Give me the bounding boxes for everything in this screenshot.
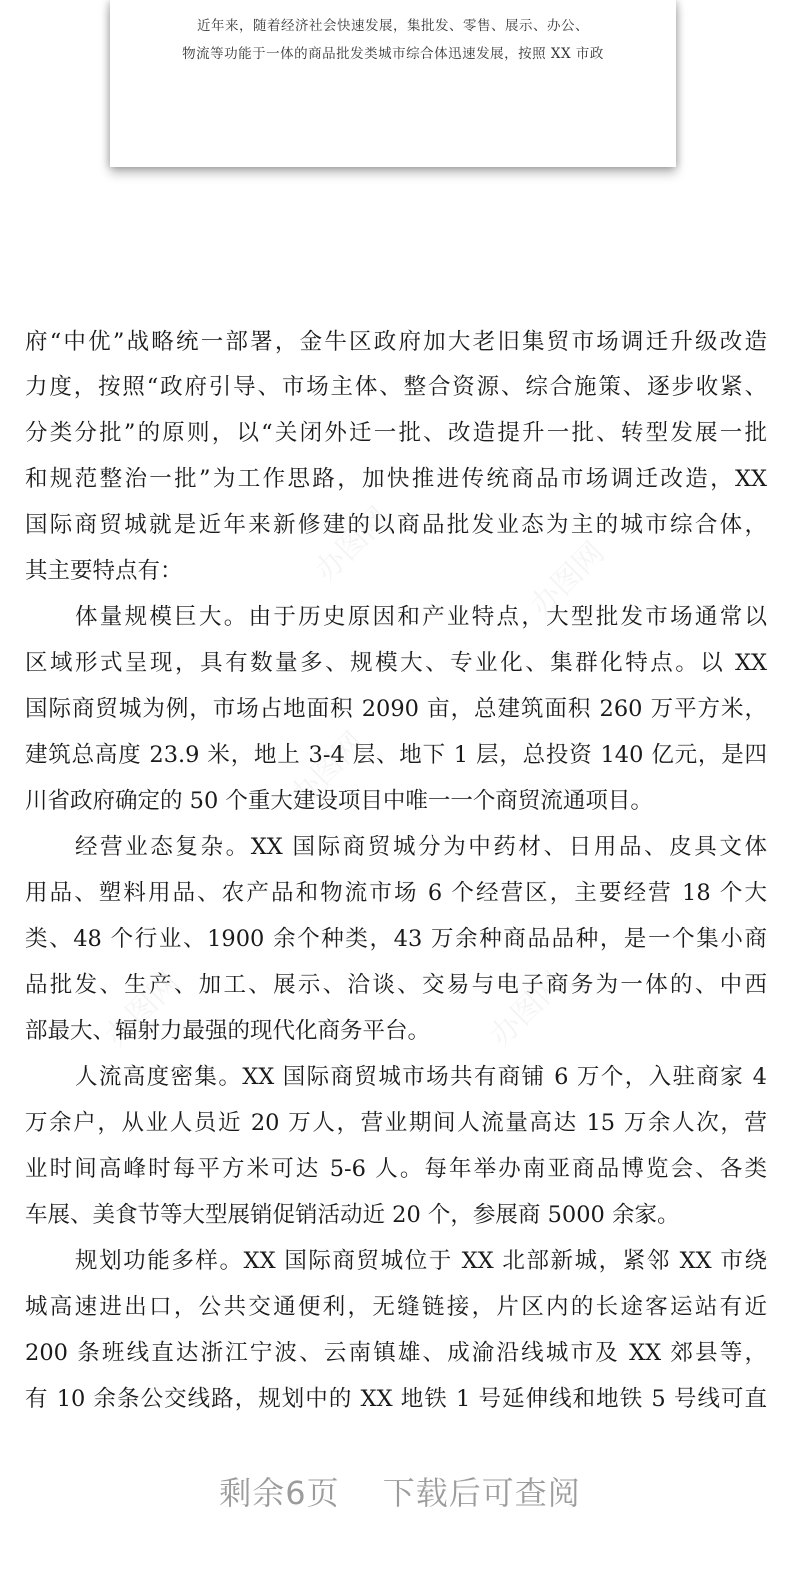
text-line: 类、48 个行业、1900 余个种类，43 万余种商品品种，是一个集小商 [25,926,767,952]
text-line: 经营业态复杂。XX 国际商贸城分为中药材、日用品、皮具文体 [75,834,767,860]
text-line: 200 条班线直达浙江宁波、云南镇雄、成渝沿线城市及 XX 郊县等， [25,1340,767,1366]
text-line: 部最大、辐射力最强的现代化商务平台。 [25,1018,431,1044]
text-line: 品批发、生产、加工、展示、洽谈、交易与电子商务为一体的、中西 [25,972,767,998]
remaining-pages-label: 剩余6页 [219,1474,340,1512]
text-line: 用品、塑料用品、农产品和物流市场 6 个经营区，主要经营 18 个大 [25,880,767,906]
text-line: 车展、美食节等大型展销促销活动近 20 个，参展商 5000 余家。 [25,1202,680,1228]
text-line: 城高速进出口，公共交通便利，无缝链接，片区内的长途客运站有近 [25,1294,767,1320]
text-line: 区域形式呈现，具有数量多、规模大、专业化、集群化特点。以 XX [25,650,767,676]
previous-page-card [110,0,676,167]
text-line: 建筑总高度 23.9 米，地上 3-4 层、地下 1 层，总投资 140 亿元，是四 [25,742,767,768]
download-prompt[interactable] [0,1468,800,1514]
text-line: 府“中优”战略统一部署，金牛区政府加大老旧集贸市场调迁升级改造 [25,329,767,355]
text-line: 和规范整治一批”为工作思路，加快推进传统商品市场调迁改造，XX [25,466,767,492]
text-line: 分类分批”的原则，以“关闭外迁一批、改造提升一批、转型发展一批 [25,420,767,446]
text-line: 人流高度密集。XX 国际商贸城市场共有商铺 6 万个，入驻商家 4 [75,1064,767,1090]
download-to-view-label: 下载后可查阅 [382,1474,581,1512]
card-text-line-2: 物流等功能于一体的商品批发类城市综合体迅速发展，按照 XX 市政 [182,46,604,62]
text-line: 力度，按照“政府引导、市场主体、整合资源、综合施策、逐步收紧、 [25,374,767,400]
text-line: 国际商贸城为例，市场占地面积 2090 亩，总建筑面积 260 万平方米， [25,696,767,722]
text-line: 规划功能多样。XX 国际商贸城位于 XX 北部新城，紧邻 XX 市绕 [75,1248,767,1274]
text-line: 川省政府确定的 50 个重大建设项目中唯一一个商贸流通项目。 [25,788,653,814]
card-text-line-1: 近年来，随着经济社会快速发展，集批发、零售、展示、办公、 [197,18,589,34]
text-line: 其主要特点有： [25,558,183,584]
text-line: 有 10 余条公交线路，规划中的 XX 地铁 1 号延伸线和地铁 5 号线可直 [25,1386,767,1412]
text-line: 万余户，从业人员近 20 万人，营业期间人流量高达 15 万余人次，营 [25,1110,767,1136]
text-line: 业时间高峰时每平方米可达 5-6 人。每年举办南亚商品博览会、各类 [25,1156,767,1182]
text-line: 国际商贸城就是近年来新修建的以商品批发业态为主的城市综合体， [25,512,767,538]
text-line: 体量规模巨大。由于历史原因和产业特点，大型批发市场通常以 [75,604,767,630]
